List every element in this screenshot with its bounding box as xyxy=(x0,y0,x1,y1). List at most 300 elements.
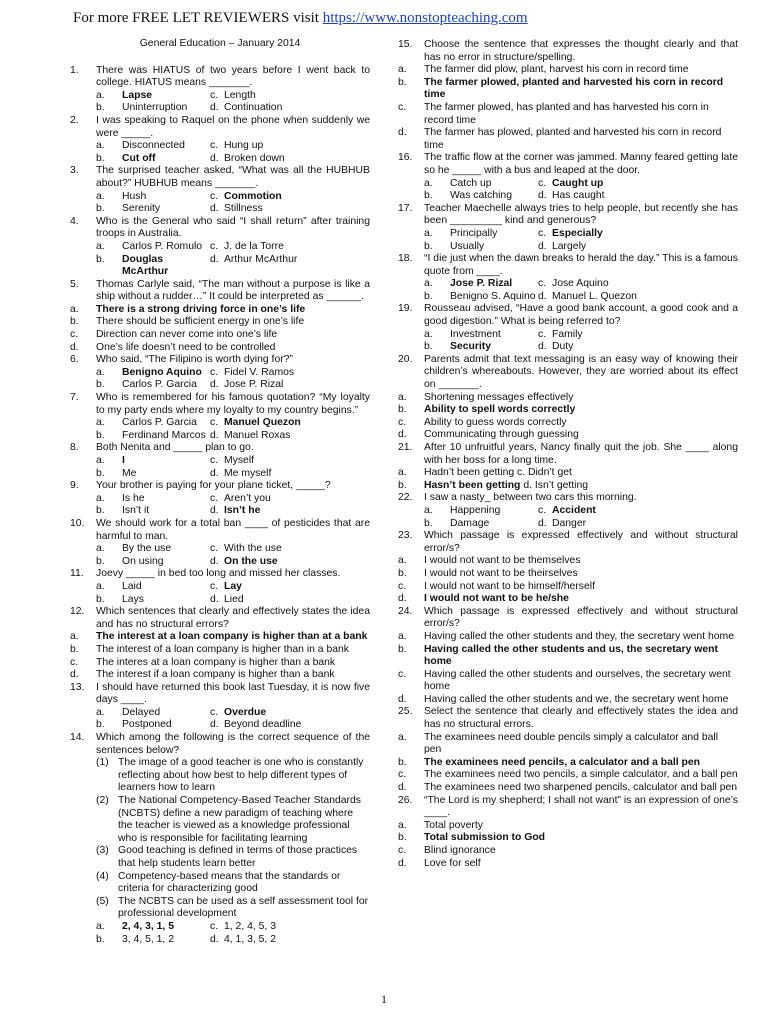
question-text: “I die just when the dawn breaks to herald the day.” This is a famous quote from ____. xyxy=(424,253,738,277)
option-letter: c. xyxy=(538,504,547,516)
question-number: 18. xyxy=(398,253,413,265)
option-text: Hadn’t been getting xyxy=(424,467,515,479)
option-text: Benigno S. Aquino xyxy=(450,290,536,302)
option-letter: d. xyxy=(210,102,219,114)
option-letter: c. xyxy=(538,177,547,189)
option-row xyxy=(70,468,370,481)
option-text: There should be sufficient energy in one’s life xyxy=(96,316,305,328)
question-stem xyxy=(70,279,370,304)
answer-option xyxy=(96,153,210,166)
option-row xyxy=(398,518,738,531)
answer-option xyxy=(398,404,738,417)
question-text: I should have returned this book last Tuesday, it is now five days ____. xyxy=(96,681,370,706)
option-letter: d. xyxy=(523,479,532,491)
question-number: 16. xyxy=(398,152,413,164)
question-block xyxy=(398,253,738,303)
question-text: Rousseau advised, “Have a good bank account, a good cook and a good digestion.” What is being referred to? xyxy=(424,303,738,328)
question-block xyxy=(398,706,738,794)
option-row xyxy=(398,241,738,254)
answer-option xyxy=(96,921,210,934)
question-text: Who is the General who said “I shall return” after training troops in Australia. xyxy=(96,215,370,240)
option-letter: a. xyxy=(424,328,433,340)
option-letter: d. xyxy=(398,127,407,139)
question-block xyxy=(70,480,370,518)
question-stem xyxy=(398,706,738,731)
question-text: Who said, “The Filipino is worth dying for?” xyxy=(96,354,293,366)
question-stem xyxy=(70,480,370,493)
statement-number: (1) xyxy=(96,757,109,769)
answer-option xyxy=(398,127,738,152)
option-text: Lays xyxy=(122,593,144,605)
option-text: Having called the other students and we, the secretary went home xyxy=(424,693,729,705)
option-letter: d. xyxy=(210,933,219,945)
answer-option xyxy=(210,468,271,481)
option-letter: d. xyxy=(210,505,219,517)
right-column xyxy=(398,39,738,870)
option-text: The examinees need double pencils simply a calculator and ball pen xyxy=(424,731,718,756)
answer-option xyxy=(96,934,210,947)
answer-option xyxy=(398,77,738,102)
option-letter: b. xyxy=(398,479,407,491)
answer-option xyxy=(70,631,370,644)
answer-option xyxy=(398,782,738,795)
question-text: Thomas Carlyle said, “The man without a purpose is like a ship without a rudder…” It could be interpreted as ______. xyxy=(96,278,370,303)
question-number: 21. xyxy=(398,442,413,453)
question-text: I saw a nasty_ between two cars this morning. xyxy=(424,492,637,504)
option-letter: b. xyxy=(96,429,105,441)
sequence-statement xyxy=(70,757,370,795)
option-letter: c. xyxy=(210,240,219,252)
question-stem xyxy=(70,165,370,190)
option-letter: a. xyxy=(424,278,433,290)
answer-option xyxy=(96,417,210,430)
option-text: Me myself xyxy=(224,467,272,479)
option-text: Arthur McArthur xyxy=(224,253,298,265)
option-letter: a. xyxy=(398,64,407,76)
option-text: Investment xyxy=(450,328,501,340)
answer-option xyxy=(210,719,301,732)
option-text: On using xyxy=(122,555,164,567)
option-letter: a. xyxy=(70,631,79,643)
answer-option xyxy=(210,191,282,204)
statement-text: The image of a good teacher is one who is constantly reflecting about how best to help different types of learners how to learn xyxy=(118,757,364,794)
option-text: Family xyxy=(552,328,583,340)
option-letter: c. xyxy=(210,706,219,718)
option-text: Danger xyxy=(552,517,587,529)
option-letter: a. xyxy=(398,731,407,743)
option-text: Isn’t he xyxy=(224,505,261,517)
option-text: Length xyxy=(224,89,256,101)
option-text: Love for self xyxy=(424,857,481,869)
option-letter: d. xyxy=(398,593,407,605)
option-letter: b. xyxy=(96,203,105,215)
answer-option xyxy=(210,594,244,607)
option-text: Isn’t it xyxy=(122,505,150,517)
option-letter: b. xyxy=(96,102,105,114)
option-row xyxy=(398,291,738,304)
option-letter: a. xyxy=(96,455,105,466)
option-letter: b. xyxy=(96,555,105,567)
option-letter: a. xyxy=(96,417,105,429)
answer-option xyxy=(96,594,210,607)
option-text: The interes at a loan company is higher than a bank xyxy=(96,656,336,668)
option-letter: c. xyxy=(210,89,219,101)
statement-text: Good teaching is defined in terms of those practices that help students learn better xyxy=(118,845,358,869)
question-stem xyxy=(398,253,738,278)
answer-option xyxy=(538,178,603,191)
option-text: The examinees need two sharpened pencils, calculator and ball pen xyxy=(424,782,738,794)
answer-option xyxy=(96,543,210,556)
option-letter: d. xyxy=(210,253,219,265)
option-text: Isn’t getting xyxy=(534,479,589,491)
option-text: Stillness xyxy=(224,203,263,215)
document-title: General Education – January 2014 xyxy=(139,38,301,49)
option-letter: a. xyxy=(96,706,105,718)
option-letter: b. xyxy=(96,253,105,265)
option-letter: d. xyxy=(398,693,407,705)
option-letter: d. xyxy=(210,379,219,391)
option-letter: d. xyxy=(398,782,407,794)
question-number: 7. xyxy=(70,392,79,404)
question-stem xyxy=(398,442,738,467)
option-text: The interest of a loan company is higher than in a bank xyxy=(96,643,349,655)
answer-option xyxy=(398,631,738,644)
answer-option xyxy=(70,316,370,329)
answer-option xyxy=(70,657,370,670)
option-row xyxy=(70,934,370,947)
answer-option xyxy=(96,468,210,481)
question-number: 20. xyxy=(398,353,413,365)
option-letter: b. xyxy=(96,379,105,391)
option-text: 4, 1, 3, 5, 2 xyxy=(224,933,276,945)
question-stem xyxy=(398,606,738,631)
question-block xyxy=(398,492,738,530)
question-stem xyxy=(398,303,738,328)
question-text: We should work for a total ban ____ of pesticides that are harmful to man. xyxy=(96,517,370,542)
option-letter: b. xyxy=(424,517,433,529)
option-letter: b. xyxy=(424,341,433,353)
answer-option xyxy=(210,379,283,392)
option-letter: b. xyxy=(398,832,407,844)
answer-option xyxy=(96,493,210,506)
option-text: Lied xyxy=(224,593,244,605)
question-block xyxy=(70,606,370,682)
question-text: Select the sentence that clearly and effectively states the idea and has no structural errors. xyxy=(424,706,738,731)
option-row xyxy=(70,505,370,518)
answer-option xyxy=(70,304,370,317)
option-row xyxy=(398,329,738,342)
option-row xyxy=(70,430,370,443)
answer-option xyxy=(398,858,738,871)
option-letter: d. xyxy=(210,203,219,215)
question-block xyxy=(398,39,738,152)
statement-number: (5) xyxy=(96,895,109,907)
option-row xyxy=(398,341,738,354)
question-stem xyxy=(70,392,370,417)
option-text: Beyond deadline xyxy=(224,719,302,731)
answer-option xyxy=(96,719,210,732)
option-letter: a. xyxy=(96,89,105,101)
option-row xyxy=(398,505,738,518)
question-text: After 10 unfruitful years, Nancy finally quit the job. She ____ along with her boss for a long time. xyxy=(424,442,738,466)
option-letter: b. xyxy=(96,505,105,517)
answer-option xyxy=(398,820,738,833)
question-block xyxy=(70,279,370,355)
option-text: Catch up xyxy=(450,177,492,189)
answer-option xyxy=(210,417,301,430)
question-text: Parents admit that text messaging is an easy way of knowing their children’s whereabouts. However, they are worried about its effect on _______. xyxy=(424,353,738,391)
option-row xyxy=(70,90,370,103)
question-number: 2. xyxy=(70,114,79,126)
page-number: 1 xyxy=(381,992,387,1006)
answer-option xyxy=(538,518,586,531)
question-block xyxy=(70,392,370,442)
option-letter: b. xyxy=(398,643,407,655)
option-row xyxy=(398,190,738,203)
answer-option xyxy=(96,581,210,594)
answer-option xyxy=(96,203,210,216)
option-text: Disconnected xyxy=(122,140,185,152)
answer-option xyxy=(210,140,263,153)
option-text: Lay xyxy=(224,580,242,592)
option-text: I would not want to be theirselves xyxy=(424,567,578,579)
question-text: I was speaking to Raquel on the phone when suddenly we were _____. xyxy=(96,114,370,139)
option-text: Postponed xyxy=(122,719,172,731)
question-number: 17. xyxy=(398,202,413,214)
option-letter: a. xyxy=(96,190,105,202)
option-letter: c. xyxy=(210,920,219,932)
answer-option xyxy=(210,921,276,934)
option-text: By the use xyxy=(122,543,172,555)
option-row xyxy=(70,719,370,732)
answer-option xyxy=(70,669,370,682)
answer-option xyxy=(398,64,738,77)
option-text: Manuel Roxas xyxy=(224,429,291,441)
answer-option xyxy=(210,543,282,556)
answer-option xyxy=(70,342,370,355)
option-letter: a. xyxy=(96,140,105,152)
option-letter: b. xyxy=(398,76,407,88)
option-letter: a. xyxy=(96,366,105,378)
answer-option xyxy=(210,430,290,443)
option-text: 1, 2, 4, 5, 3 xyxy=(224,920,276,932)
option-letter: d. xyxy=(210,467,219,479)
option-letter: a. xyxy=(70,303,79,315)
option-letter: a. xyxy=(424,177,433,189)
question-number: 24. xyxy=(398,605,413,617)
answer-option xyxy=(96,90,210,103)
answer-option xyxy=(210,241,284,254)
question-number: 14. xyxy=(70,732,85,744)
answer-option xyxy=(96,254,210,279)
option-letter: a. xyxy=(398,555,407,567)
option-text: Broken down xyxy=(224,152,285,164)
option-text: Largely xyxy=(552,240,587,252)
answer-option xyxy=(424,329,538,342)
question-number: 4. xyxy=(70,215,79,227)
answer-option xyxy=(398,757,738,770)
option-text: Hasn’t been getting xyxy=(424,479,521,491)
option-text: Damage xyxy=(450,517,490,529)
question-stem xyxy=(70,606,370,631)
option-letter: a. xyxy=(96,240,105,252)
option-text: Ability to spell words correctly xyxy=(424,404,576,416)
question-stem xyxy=(398,795,738,820)
option-text: Me xyxy=(122,467,137,479)
answer-option xyxy=(398,732,738,757)
question-stem xyxy=(70,732,370,757)
option-row xyxy=(70,594,370,607)
option-letter: d. xyxy=(210,429,219,441)
answer-option xyxy=(210,203,263,216)
answer-option xyxy=(424,178,538,191)
option-text: Cut off xyxy=(122,152,156,164)
website-link[interactable]: https://www.nonstopteaching.com xyxy=(322,10,528,26)
question-number: 26. xyxy=(398,794,413,806)
option-letter: a. xyxy=(424,227,433,239)
answer-option xyxy=(538,278,609,291)
option-row xyxy=(70,241,370,254)
answer-option xyxy=(210,934,276,947)
answer-option xyxy=(96,707,210,720)
option-letter: b. xyxy=(424,240,433,252)
option-row xyxy=(70,254,370,279)
question-number: 25. xyxy=(398,706,413,718)
option-letter: c. xyxy=(398,769,407,781)
option-text: Shortening messages effectively xyxy=(424,391,574,403)
answer-option xyxy=(398,644,738,669)
option-letter: d. xyxy=(210,152,219,164)
answer-option xyxy=(210,493,271,506)
question-block xyxy=(70,732,370,946)
option-row xyxy=(70,153,370,166)
answer-option xyxy=(96,505,210,518)
option-text: Total submission to God xyxy=(424,832,546,844)
option-row xyxy=(70,379,370,392)
question-stem xyxy=(398,354,738,392)
answer-option xyxy=(398,480,738,493)
option-text: Continuation xyxy=(224,102,283,114)
option-text: Manuel Quezon xyxy=(224,417,301,429)
option-text: The farmer has plowed, planted and harvested his corn in record time xyxy=(424,127,722,151)
option-text: Happening xyxy=(450,504,501,516)
option-text: The farmer did plow, plant, harvest his corn in record time xyxy=(424,64,689,76)
answer-option xyxy=(398,467,738,480)
question-block xyxy=(70,115,370,165)
statement-text: Competency-based means that the standards or criteria for characterizing good xyxy=(118,870,341,895)
question-block xyxy=(398,530,738,606)
option-letter: a. xyxy=(96,920,105,932)
option-letter: c. xyxy=(70,656,79,668)
option-text: Carlos P. Garcia xyxy=(122,417,197,429)
question-number: 10. xyxy=(70,517,85,529)
answer-option xyxy=(70,329,370,342)
option-letter: c. xyxy=(210,543,219,555)
question-stem xyxy=(70,682,370,707)
option-letter: b. xyxy=(424,290,433,302)
option-text: The interest if a loan company is higher than a bank xyxy=(96,669,335,681)
question-text: Which passage is expressed effectively and without structural error/s? xyxy=(424,605,738,630)
answer-option xyxy=(424,228,538,241)
answer-option xyxy=(96,241,210,254)
option-letter: b. xyxy=(398,567,407,579)
question-number: 9. xyxy=(70,480,79,492)
question-stem xyxy=(70,442,370,455)
question-text: Which sentences that clearly and effectively states the idea and has no structural errors? xyxy=(96,606,370,630)
answer-option xyxy=(96,556,210,569)
statement-number: (4) xyxy=(96,870,109,882)
option-text: Delayed xyxy=(122,706,161,718)
question-number: 5. xyxy=(70,278,79,290)
answer-option xyxy=(96,367,210,380)
option-row xyxy=(70,707,370,720)
answer-option xyxy=(424,278,538,291)
answer-option xyxy=(398,392,738,405)
option-letter: b. xyxy=(96,719,105,731)
sequence-statement xyxy=(70,795,370,845)
option-letter: c. xyxy=(398,668,407,680)
option-row xyxy=(70,455,370,468)
option-text: Fidel V. Ramos xyxy=(224,366,295,378)
option-letter: b. xyxy=(398,404,407,416)
option-text: Lapse xyxy=(122,89,153,101)
option-letter: b. xyxy=(70,643,79,655)
option-letter: c. xyxy=(210,366,219,378)
question-block xyxy=(70,216,370,279)
question-stem xyxy=(398,492,738,505)
header-text: For more FREE LET REVIEWERS visit xyxy=(73,10,323,26)
answer-option xyxy=(538,291,637,304)
option-text: Total poverty xyxy=(424,819,483,831)
answer-option xyxy=(210,556,278,569)
sequence-statement xyxy=(70,871,370,896)
question-text: Both Nenita and _____ plan to go. xyxy=(96,442,254,454)
question-block xyxy=(70,682,370,732)
option-text: I would not want to be he/she xyxy=(424,593,569,605)
question-block xyxy=(398,354,738,442)
answer-option xyxy=(96,140,210,153)
option-letter: c. xyxy=(210,190,219,202)
question-stem xyxy=(70,354,370,367)
option-letter: d. xyxy=(398,857,407,869)
question-number: 8. xyxy=(70,442,79,454)
option-text: Overdue xyxy=(224,706,267,718)
question-number: 23. xyxy=(398,530,413,542)
option-text: Benigno Aquino xyxy=(122,366,202,378)
question-number: 11. xyxy=(70,568,84,580)
answer-option xyxy=(424,341,538,354)
option-text: Communicating through guessing xyxy=(424,429,579,441)
option-row xyxy=(70,921,370,934)
option-text: Jose Aquino xyxy=(552,278,609,290)
statement-text: The NCBTS can be used as a self assessment tool for professional development xyxy=(118,895,369,920)
question-block xyxy=(70,65,370,115)
option-text: One’s life doesn’t need to be controlled xyxy=(96,341,276,353)
option-text: Accident xyxy=(552,504,596,516)
option-text: The farmer plowed, planted and harvested his corn in record time xyxy=(424,76,724,101)
option-text: I xyxy=(122,455,125,466)
question-number: 1. xyxy=(70,64,79,76)
option-letter: c. xyxy=(210,417,219,429)
question-block xyxy=(70,165,370,215)
option-letter: a. xyxy=(398,467,407,479)
question-text: “The Lord is my shepherd; I shall not want” is an expression of one’s ____. xyxy=(424,794,738,819)
answer-option xyxy=(210,153,285,166)
option-letter: d. xyxy=(538,341,547,353)
option-text: There is a strong driving force in one’s life xyxy=(96,303,306,315)
option-text: Myself xyxy=(224,455,255,466)
option-text: Principally xyxy=(450,227,498,239)
